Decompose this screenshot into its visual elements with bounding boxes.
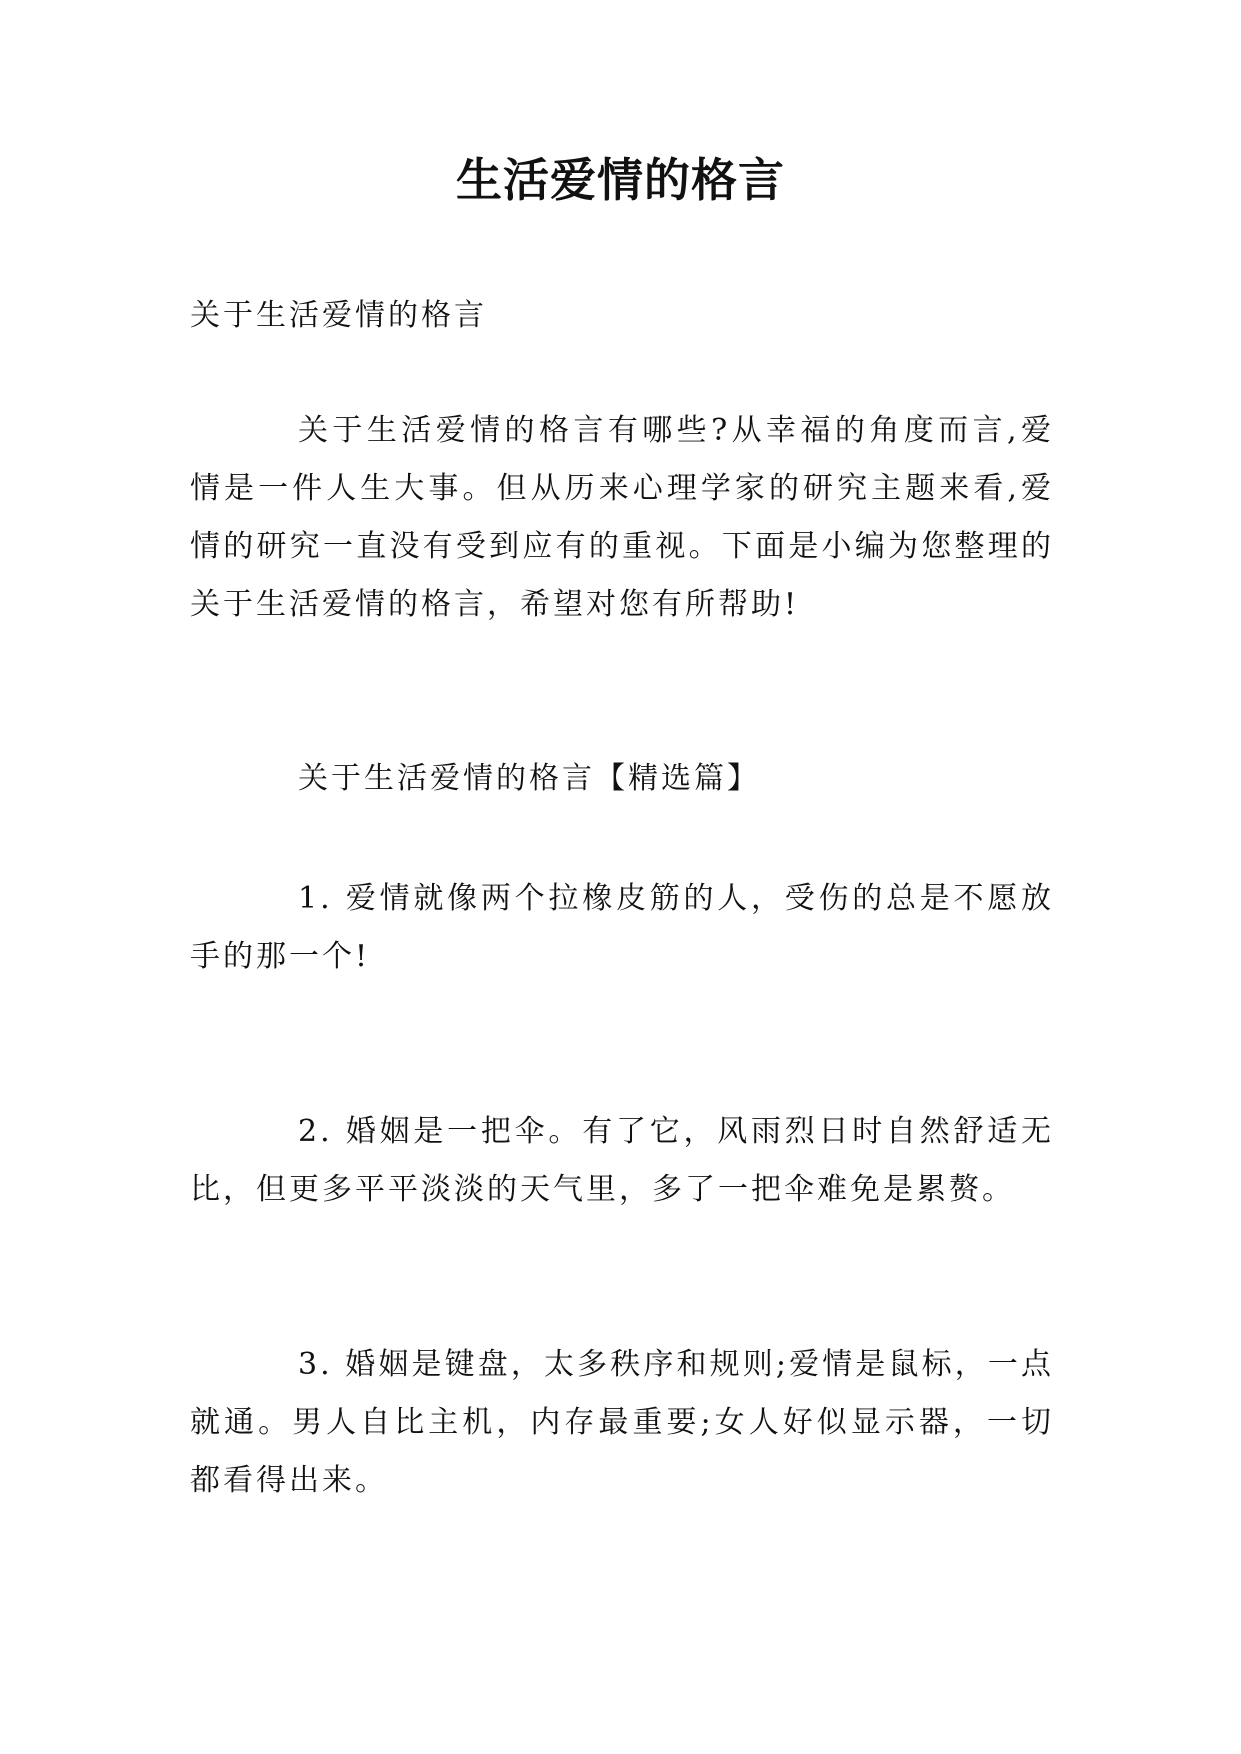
section-heading: 关于生活爱情的格言【精选篇】	[298, 761, 760, 796]
document-title: 生活爱情的格言	[456, 153, 785, 207]
quote-item-2: 2. 婚姻是一把伞。有了它，风雨烈日时自然舒适无比，但更多平平淡淡的天气里，多了一把伞难免是累赘。	[190, 1114, 1054, 1207]
quote-item-3: 3. 婚姻是键盘，太多秩序和规则;爱情是鼠标，一点就通。男人自比主机，内存最重要;女人好似显示器，一切都看得出来。	[190, 1347, 1054, 1498]
document-subtitle: 关于生活爱情的格言	[190, 298, 487, 333]
quote-item-1: 1. 爱情就像两个拉橡皮筋的人，受伤的总是不愿放手的那一个!	[190, 881, 1054, 974]
intro-paragraph: 关于生活爱情的格言有哪些?从幸福的角度而言,爱情是一件人生大事。但从历来心理学家的研究主题来看,爱情的研究一直没有受到应有的重视。下面是小编为您整理的关于生活爱情的格言，希望对您有所帮助!	[190, 413, 1054, 622]
